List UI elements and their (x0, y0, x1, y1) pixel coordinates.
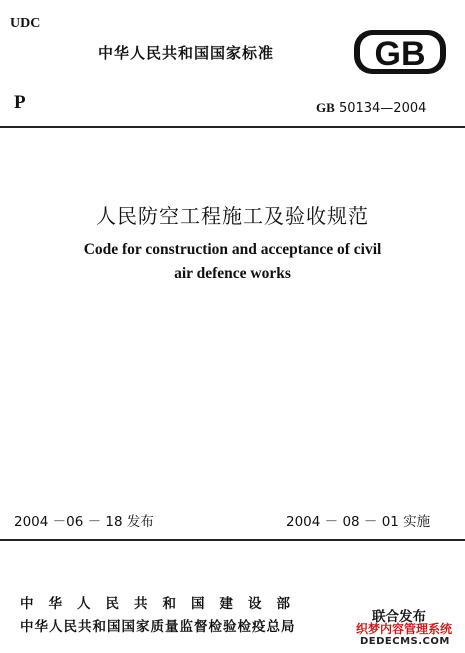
title-english (0, 238, 465, 286)
gb-logo (352, 28, 448, 76)
bottom-rule (0, 539, 465, 541)
standard-number (316, 100, 426, 116)
top-rule (0, 126, 465, 128)
issuer-ministry: 中华人民共和国建设部 (20, 596, 305, 612)
title-english-line-1: Code for construction and acceptance of civil (83, 241, 382, 258)
gb-logo-letters: GB (374, 35, 426, 73)
issue-date: 2004 －0̇6 － 18 发布 (14, 514, 154, 530)
joint-issue-label: 联合发布 (372, 609, 426, 625)
national-standard-heading: 中华人民共和国国家标准 (98, 44, 275, 62)
watermark-text: 织梦内容管理系统 (356, 622, 453, 636)
issuer-aqsiq: 中华人民共和国国家质量监督检验检疫总局 (20, 619, 296, 635)
standard-number-value: 50134—2004 (338, 101, 427, 116)
udc-label: UDC (10, 16, 41, 31)
title-english-line-2: air defence works (174, 265, 291, 282)
watermark-url: DEDECMS.COM (360, 636, 450, 647)
standard-number-prefix: GB (316, 100, 335, 115)
title-chinese: 人民防空工程施工及验收规范 (96, 204, 369, 228)
category-code: P (14, 92, 26, 113)
implementation-date: 2004 － 08 － 01 实施 (286, 514, 431, 530)
